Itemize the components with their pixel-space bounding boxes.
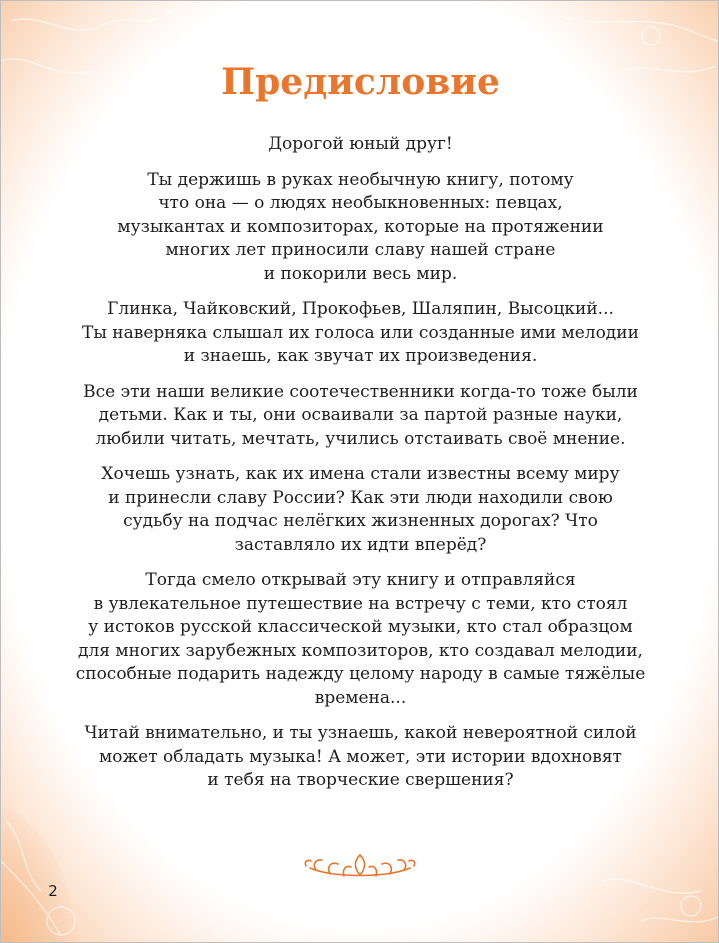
- text-line: Глинка, Чайковский, Прокофьев, Шаляпин, Высоцкий...: [107, 299, 614, 319]
- paragraph: [51, 133, 670, 157]
- text-line: и знаешь, как звучат их произведения.: [183, 346, 538, 366]
- text-line: и принесли славу России? Как эти люди находили свою: [108, 487, 613, 508]
- text-line: судьбу на подчас нелёгких жизненных дорогах? Что: [123, 511, 598, 531]
- text-line: Дорогой юный друг!: [268, 134, 453, 154]
- paragraph: [51, 569, 670, 710]
- page-title: Предисловие: [221, 61, 500, 103]
- floral-ornament-icon: [302, 852, 418, 884]
- preface-text: [51, 133, 670, 805]
- text-line: музыкантах и композиторах, которые на протяжении: [117, 216, 604, 237]
- paragraph: [51, 298, 670, 369]
- text-line: для многих зарубежных композиторов, кто создавал мелодии,: [78, 640, 643, 661]
- text-line: Тогда смело открывай эту книгу и отправляйся: [145, 570, 576, 590]
- text-line: может обладать музыка! А может, эти истории вдохновят: [99, 746, 622, 767]
- text-line: и тебя на творческие свершения?: [207, 770, 514, 790]
- paragraph: [51, 381, 670, 452]
- paragraph: [51, 463, 670, 557]
- paragraph: [51, 169, 670, 287]
- text-line: Все эти наши великие соотечественники когда-то тоже были: [83, 381, 638, 402]
- text-line: детьми. Как и ты, они осваивали за партой разные науки,: [98, 405, 623, 425]
- text-line: способные подарить надежду целому народу в самые тяжёлые: [75, 664, 646, 684]
- text-line: времена...: [314, 687, 407, 708]
- text-line: Ты наверняка слышал их голоса или созданные ими мелодии: [82, 322, 639, 343]
- page-number: 2: [48, 882, 58, 900]
- text-line: у истоков русской классической музыки, кто стал образцом: [88, 617, 633, 637]
- text-line: любили читать, мечтать, учились отстаивать своё мнение.: [95, 428, 626, 449]
- text-line: что она — о людях необыкновенных: певцах,: [158, 193, 563, 213]
- text-line: Ты держишь в руках необычную книгу, потому: [147, 169, 574, 190]
- paragraph: [51, 722, 670, 793]
- text-line: в увлекательное путешествие на встречу с теми, кто стоял: [93, 593, 628, 614]
- text-line: Читай внимательно, и ты узнаешь, какой невероятной силой: [84, 723, 637, 743]
- text-line: Хочешь узнать, как их имена стали известны всему миру: [101, 464, 620, 484]
- text-line: и покорили весь мир.: [263, 263, 458, 284]
- text-line: заставляло их идти вперёд?: [234, 534, 487, 555]
- text-line: многих лет приносили славу нашей стране: [165, 240, 556, 260]
